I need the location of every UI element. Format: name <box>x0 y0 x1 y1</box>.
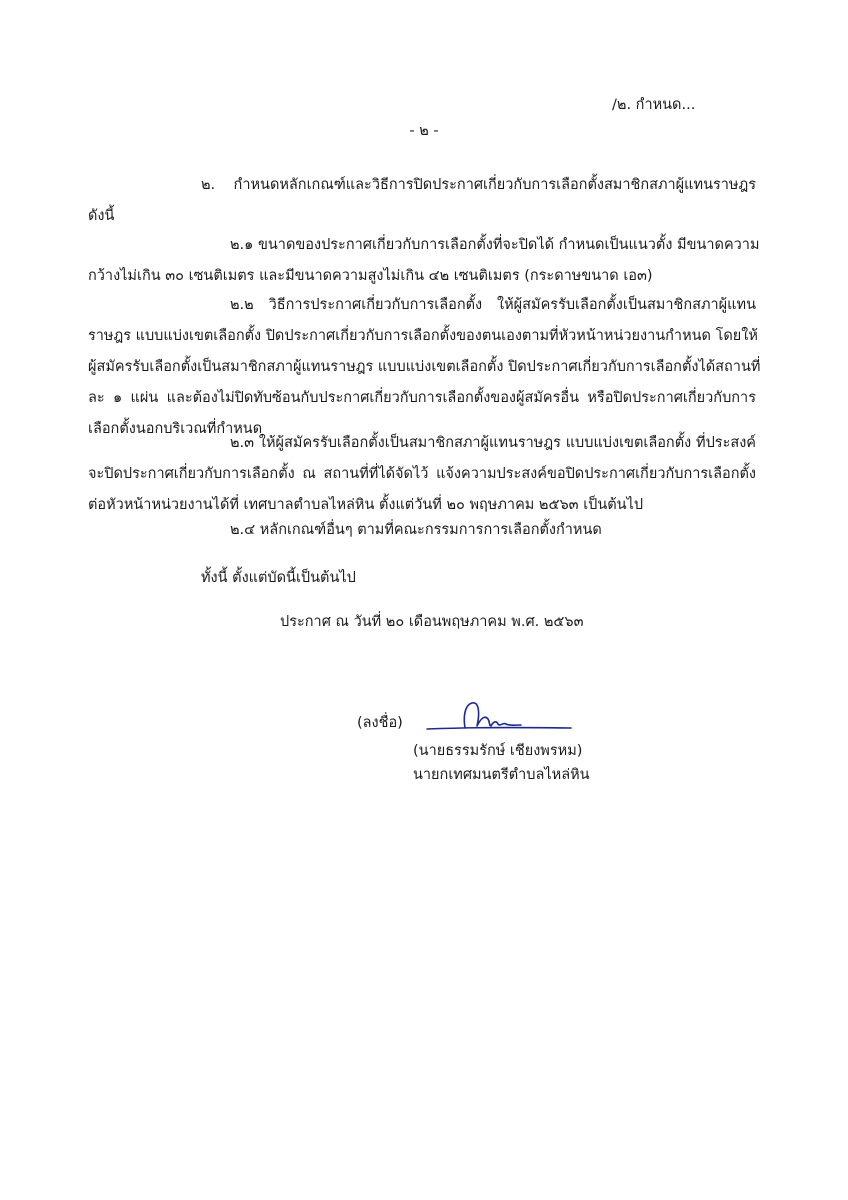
signer-title: นายกเทศมนตรีตำบลไหล่หิน <box>413 767 590 783</box>
paragraph-line: ๒. กำหนดหลักเกณฑ์และวิธีการปิดประกาศเกี่ยวกับการเลือกตั้งสมาชิกสภาผู้แทนราษฎร <box>201 177 756 193</box>
paragraph-line: ผู้สมัครรับเลือกตั้งเป็นสมาชิกสภาผู้แทนราษฎร แบบแบ่งเขตเลือกตั้ง ปิดประกาศเกี่ยวกับการเลือกตั้งได้สถานที่ <box>88 359 761 375</box>
item-2-1-paragraph <box>88 230 760 292</box>
paragraph-line: จะปิดประกาศเกี่ยวกับการเลือกตั้ง ณ สถานที่ที่ได้จัดไว้ แจ้งความประสงค์ขอปิดประกาศเกี่ยวกับการเลือกตั้ง <box>88 466 756 482</box>
paragraph-line: ๒.๑ ขนาดของประกาศเกี่ยวกับการเลือกตั้งที่จะปิดได้ กำหนดเป็นแนวตั้ง มีขนาดความ <box>230 237 760 253</box>
announcement-date: ประกาศ ณ วันที่ ๒๐ เดือนพฤษภาคม พ.ศ. ๒๕๖๓ <box>280 614 584 630</box>
paragraph-line: ราษฎร แบบแบ่งเขตเลือกตั้ง ปิดประกาศเกี่ยวกับการเลือกตั้งของตนเองตามที่หัวหน้าหน่วยงานกำหนด โดยให้ <box>88 328 758 344</box>
paragraph-line: ดังนี้ <box>88 208 115 224</box>
paragraph-line: ต่อหัวหน้าหน่วยงานได้ที่ เทศบาลตำบลไหล่หิน ตั้งแต่วันที่ ๒๐ พฤษภาคม ๒๕๖๓ เป็นต้นไป <box>88 497 644 513</box>
paragraph-line: ละ ๑ แผ่น และต้องไม่ปิดทับซ้อนกับประกาศเกี่ยวกับการเลือกตั้งของผู้สมัครอื่น หรือปิดประกาศเกี่ยวกับการ <box>88 390 756 406</box>
paragraph-line: ๒.๓ ให้ผู้สมัครรับเลือกตั้งเป็นสมาชิกสภาผู้แทนราษฎร แบบแบ่งเขตเลือกตั้ง ที่ประสงค์ <box>230 435 756 451</box>
handwritten-signature <box>425 698 573 734</box>
item-2-3-paragraph <box>88 428 756 521</box>
effective-statement: ทั้งนี้ ตั้งแต่บัดนี้เป็นต้นไป <box>201 570 356 586</box>
paragraph-line: กว้างไม่เกิน ๓๐ เซนติเมตร และมีขนาดความสูงไม่เกิน ๔๒ เซนติเมตร (กระดาษขนาด เอ๓) <box>88 268 653 284</box>
signer-name: (นายธรรมรักษ์ เชียงพรหม) <box>413 743 583 759</box>
paragraph-line: ๒.๒ วิธีการประกาศเกี่ยวกับการเลือกตั้ง ให้ผู้สมัครรับเลือกตั้งเป็นสมาชิกสภาผู้แทน <box>230 297 756 313</box>
page-number: - ๒ - <box>409 123 439 139</box>
section-2-paragraph <box>88 170 756 232</box>
signature-label: (ลงชื่อ) <box>357 715 403 731</box>
item-2-2-paragraph <box>88 290 761 445</box>
page-continuation-marker: /๒. กำหนด... <box>612 97 696 113</box>
paragraph-line: เลือกตั้งนอกบริเวณที่กำหนด <box>88 421 263 437</box>
item-2-4-paragraph: ๒.๔ หลักเกณฑ์อื่นๆ ตามที่คณะกรรมการการเลือกตั้งกำหนด <box>230 522 602 538</box>
